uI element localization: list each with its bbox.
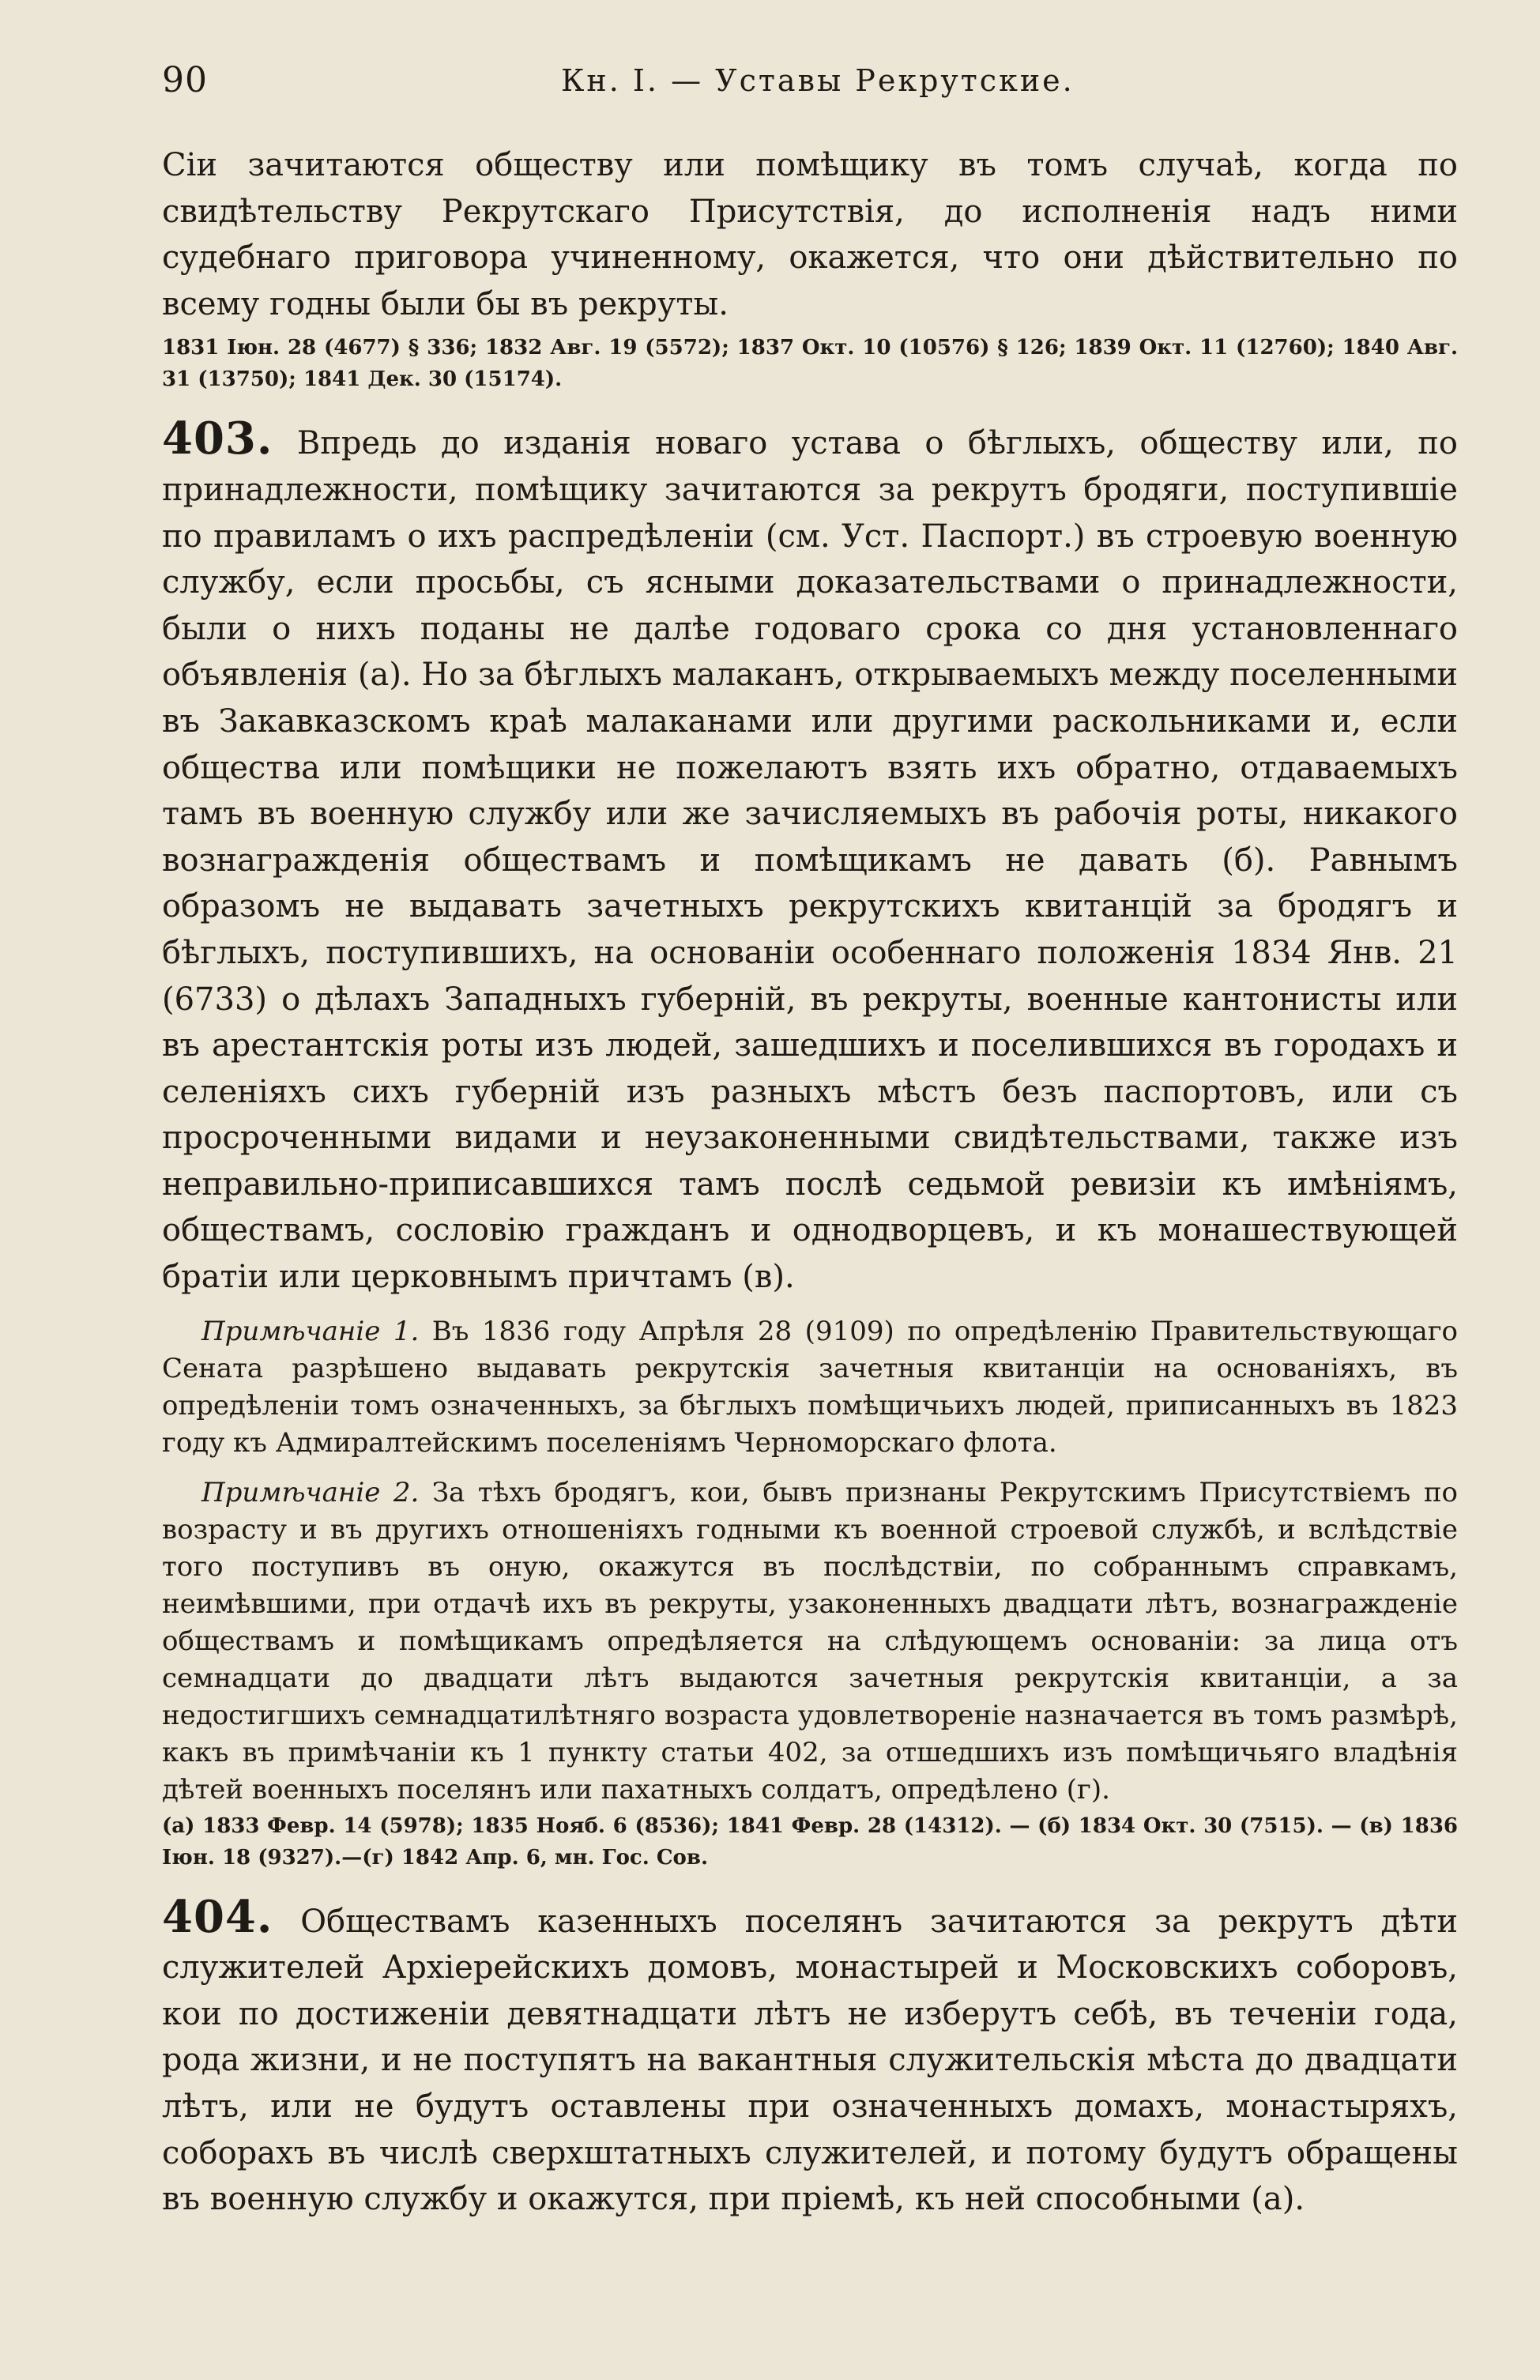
citation-list-1: 1831 Іюн. 28 (4677) § 336; 1832 Авг. 19 (5572); 1837 Окт. 10 (10576) § 126; 1839 Окт. 11 (12760); 1840 Авг. 31 (13750); 1841 Дек. 30 (15174). (162, 336, 1458, 392)
article-404-number: 404. (162, 1890, 273, 1943)
note-2-label: Примѣчаніе 2. (201, 1476, 420, 1508)
article-403-number: 403. (162, 412, 273, 465)
article-403-text: Впредь до изданія новаго устава о бѣглыхъ, обществу или, по принадлежности, помѣщику зачитаются за рекрутъ бродяги, поступившіе по правиламъ о ихъ распредѣленіи (см. Уст. Паспорт.) въ строевую военную службу, если просьбы, съ ясными доказательствами о принадлежности, были о нихъ поданы не далѣе годоваго срока со дня установленнаго объявленія (а). Но за бѣглыхъ малаканъ, открываемыхъ между поселенными въ Закавказскомъ краѣ малаканами или другими раскольниками и, если общества или помѣщики не пожелаютъ взять ихъ обратно, отдаваемыхъ тамъ въ военную службу или же зачисляемыхъ въ рабочія роты, никакого вознагражденія обществамъ и помѣщикамъ не давать (б). Равнымъ образомъ не выдавать зачетныхъ рекрутскихъ квитанцій за бродягъ и бѣглыхъ, поступившихъ, на основаніи особеннаго положенія 1834 Янв. 21 (6733) о дѣлахъ Западныхъ губерній, въ рекруты, военные кантонисты или въ арестантскія роты изъ людей, зашедшихъ и поселившихся въ городахъ и селеніяхъ сихъ губерній изъ разныхъ мѣстъ безъ паспортовъ, или съ просроченными видами и неузаконенными свидѣтельствами, также изъ неправильно-приписавшихся тамъ послѣ седьмой ревизіи къ имѣніямъ, обществамъ, сословію гражданъ и однодворцевъ, и къ монашествующей братіи или церковнымъ причтамъ (в). (162, 425, 1459, 1296)
page-number: 90 (162, 60, 208, 100)
article-404 (162, 1890, 1459, 2223)
note-1-text: Въ 1836 году Апрѣля 28 (9109) по опредѣленію Правительствующаго Сената разрѣшено выдавать рекрутскія зачетныя квитанціи на основаніяхъ, въ опредѣленіи томъ означенныхъ, за бѣглыхъ помѣщичьихъ людей, приписанныхъ въ 1823 году къ Адмиралтейскимъ поселеніямъ Черноморскаго флота. (162, 1315, 1458, 1459)
note-2-text: За тѣхъ бродягъ, кои, бывъ признаны Рекрутскимъ Присутствіемъ по возрасту и въ другихъ отношеніяхъ годными къ военной строевой службѣ, и вслѣдствіе того поступивъ въ оную, окажутся въ послѣдствіи, по собраннымъ справкамъ, неимѣвшими, при отдачѣ ихъ въ рекруты, узаконенныхъ двадцати лѣтъ, вознагражденіе обществамъ и помѣщикамъ опредѣляется на слѣдующемъ основаніи: за лица отъ семнадцати до двадцати лѣтъ выдаются зачетныя рекрутскія квитанціи, а за недостигшихъ семнадцатилѣтняго возраста удовлетвореніе назначается въ томъ размѣрѣ, какъ въ примѣчаніи къ 1 пункту статьи 402, за отшедшихъ изъ помѣщичьяго владѣнія дѣтей военныхъ поселянъ или пахатныхъ солдатъ, опредѣлено (г). (162, 1476, 1459, 1806)
running-title: Кн. I. — Уставы Рекрутские. (561, 63, 1075, 98)
note-2 (162, 1474, 1458, 1809)
citation-list-2: (а) 1833 Февр. 14 (5978); 1835 Нояб. 6 (8536); 1841 Февр. 28 (14312). — (б) 1834 Окт. 30 (7515). — (в) 1836 Іюн. 18 (9327).—(г) 1842 Апр. 6, мн. Гос. Сов. (162, 1813, 1458, 1870)
note-1-label: Примѣчаніе 1. (201, 1315, 420, 1347)
article-403 (162, 412, 1459, 1300)
continuation-paragraph: Сіи зачитаются обществу или помѣщику въ томъ случаѣ, когда по свидѣтельству Рекрутскаго Присутствія, до исполненія надъ ними судебнаго приговора учиненному, окажется, что они дѣйствительно по всему годны были бы въ рекруты. (162, 147, 1458, 322)
note-1 (162, 1313, 1458, 1462)
page-header (162, 57, 1458, 104)
page-body (162, 142, 1458, 2223)
article-404-text: Обществамъ казенныхъ поселянъ зачитаются за рекрутъ дѣти служителей Архіерейскихъ домовъ, монастырей и Московскихъ соборовъ, кои по достиженіи девятнадцати лѣтъ не изберутъ себѣ, въ теченіи года, рода жизни, и не поступятъ на вакантныя служительскія мѣста до двадцати лѣтъ, или не будутъ оставлены при означенныхъ домахъ, монастыряхъ, соборахъ въ числѣ сверхштатныхъ служителей, и потому будутъ обращены въ военную службу и окажутся, при пріемѣ, къ ней способными (а). (162, 1903, 1459, 2218)
